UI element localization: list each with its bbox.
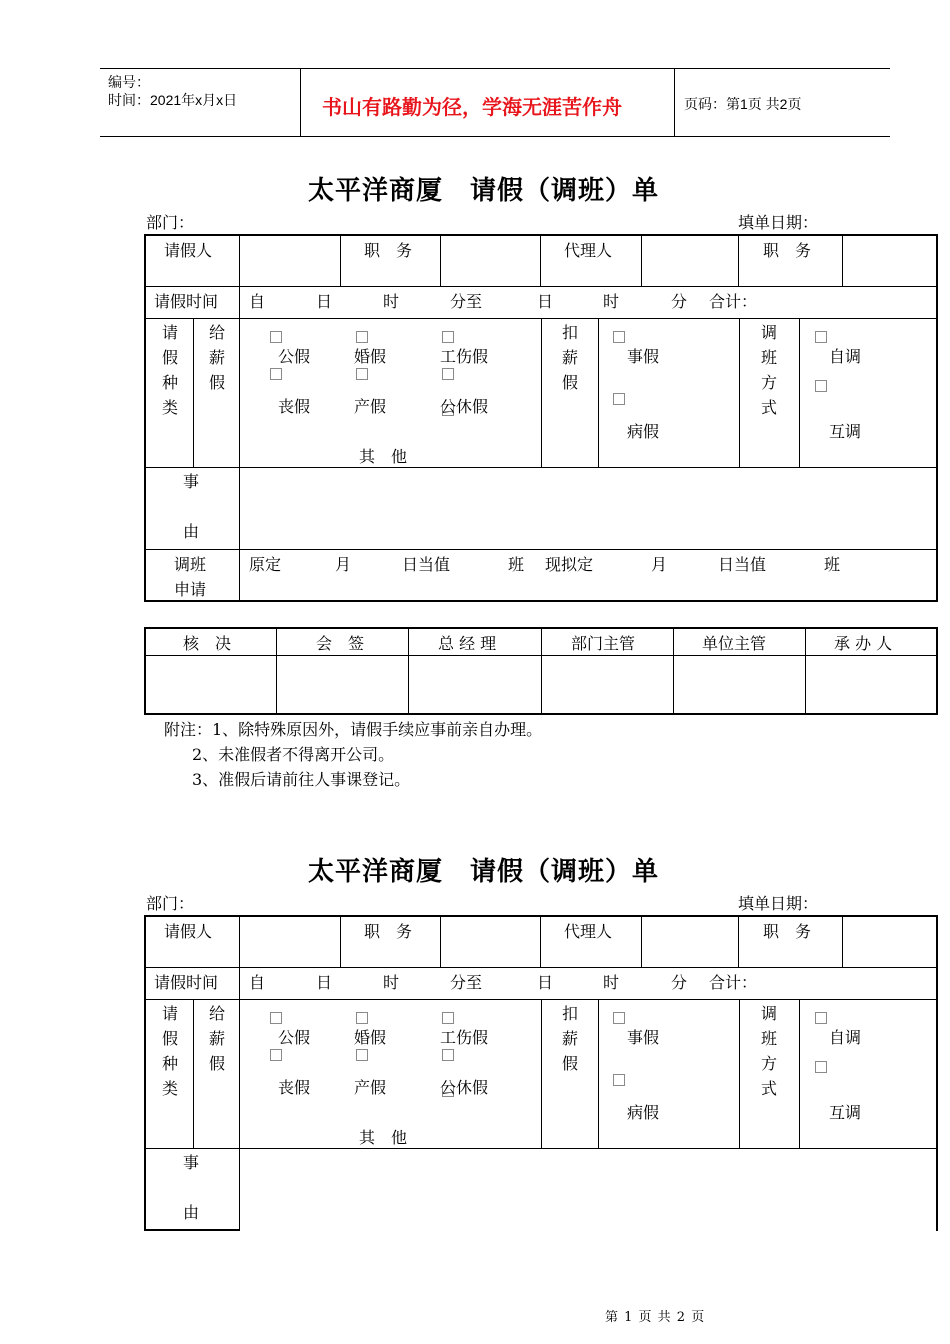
option-label: 互调 (829, 1103, 862, 1122)
approval-header: 总 经 理 (438, 634, 497, 653)
shift-request-part: 日当值 (718, 555, 767, 574)
option-label: 婚假 (354, 347, 387, 366)
motto: 书山有路勤为径，学海无涯苦作舟 (322, 95, 622, 119)
row-rule (146, 1148, 936, 1149)
checkbox-self-shift[interactable] (815, 1012, 827, 1024)
note-line: 3、准假后请前往人事课登记。 (192, 770, 411, 789)
deduct-leave-label: 扣 薪 假 (561, 1004, 578, 1073)
leave-time-part: 时 (603, 973, 620, 992)
leave-time-part: 分 (671, 292, 688, 311)
shift-request-label: 调班 (174, 555, 207, 574)
option-label: 病假 (627, 1103, 660, 1122)
position-label: 职 务 (364, 241, 413, 260)
col-rule (239, 917, 240, 1231)
option-label: 婚假 (354, 1028, 387, 1047)
table-border (936, 915, 938, 1231)
table-border (144, 915, 146, 1231)
option-label: 工伤假 (440, 347, 489, 366)
option-label: 产假 (354, 397, 387, 416)
option-label: 互调 (829, 422, 862, 441)
leave-time-part: 自 (249, 292, 266, 311)
shift-request-part: 月 (651, 555, 668, 574)
checkbox-mutual-shift[interactable] (815, 1061, 827, 1073)
leave-time-part: 日 (537, 292, 554, 311)
col-rule (340, 917, 341, 967)
leave-time-label: 请假时间 (154, 292, 219, 311)
agent-field[interactable] (643, 919, 737, 965)
col-rule (842, 917, 843, 967)
checkbox-sick-leave[interactable] (613, 1074, 625, 1086)
option-label: 丧假 (278, 1078, 311, 1097)
page-footer: 第 1 页 共 2 页 (605, 1310, 706, 1325)
agent-position-field[interactable] (844, 919, 935, 965)
table-border (144, 915, 938, 917)
shift-method-label: 调 班 方 式 (760, 323, 777, 417)
leave-type-label: 请 假 种 类 (161, 1004, 178, 1098)
row-rule (146, 967, 936, 968)
leave-time-part: 分至 (450, 973, 483, 992)
shift-request-label: 申请 (174, 580, 207, 599)
applicant-field[interactable] (241, 919, 339, 965)
agent-position-label: 职 务 (763, 922, 812, 941)
shift-request-part: 班 (508, 555, 525, 574)
checkbox-funeral-leave[interactable] (270, 1049, 282, 1061)
shift-request-part: 现拟定 (545, 555, 594, 574)
leave-time-part: 时 (383, 973, 400, 992)
leave-time-part: 日 (316, 973, 333, 992)
approval-header: 核 决 (183, 634, 232, 653)
reason-field[interactable] (241, 1150, 935, 1228)
checkbox-maternity-leave[interactable] (356, 1049, 368, 1061)
leave-time-part: 时 (603, 292, 620, 311)
other-label: 其 他 (359, 447, 408, 466)
option-label: 病假 (627, 422, 660, 441)
leave-time-part: 日 (537, 973, 554, 992)
shift-request-part: 班 (824, 555, 841, 574)
dept-label: 部门： (146, 894, 195, 913)
option-label: 丧假 (278, 397, 311, 416)
option-label: 公休假 (440, 397, 489, 416)
option-label: 工伤假 (440, 1028, 489, 1047)
option-label: 公假 (278, 347, 311, 366)
leave-type-label: 请 假 种 类 (161, 323, 178, 417)
shift-request-part: 原定 (249, 555, 282, 574)
paid-leave-label: 给 薪 假 (208, 1004, 225, 1073)
col-rule (641, 917, 642, 967)
time-label: 时间：2021年x月x日 (108, 92, 238, 108)
leave-time-part: 合计： (709, 973, 758, 992)
shift-request-part: 日当值 (402, 555, 451, 574)
table-border (144, 1229, 240, 1231)
form-title: 太平洋商厦 请假（调班）单 (308, 176, 660, 206)
col-rule (799, 999, 800, 1148)
option-label: 自调 (829, 347, 862, 366)
agent-label: 代理人 (564, 922, 613, 941)
agent-label: 代理人 (564, 241, 613, 260)
applicant-label: 请假人 (164, 241, 213, 260)
option-label: 事假 (627, 347, 660, 366)
checkbox-marriage-leave[interactable] (356, 1012, 368, 1024)
shift-method-label: 调 班 方 式 (760, 1004, 777, 1098)
leave-time-part: 合计： (709, 292, 758, 311)
checkbox-personal-leave[interactable] (613, 1012, 625, 1024)
deduct-leave-label: 扣 薪 假 (561, 323, 578, 392)
shift-request-part: 月 (335, 555, 352, 574)
fill-date-label: 填单日期： (738, 213, 819, 232)
reason-label: 事 (183, 1153, 200, 1172)
col-rule (541, 999, 542, 1148)
position-field[interactable] (442, 919, 539, 965)
reason-label: 由 (183, 522, 200, 541)
leave-time-part: 分 (671, 973, 688, 992)
col-rule (598, 999, 599, 1148)
position-label: 职 务 (364, 922, 413, 941)
col-rule (193, 999, 194, 1148)
checkbox-public-holiday-leave[interactable] (442, 1049, 454, 1061)
option-label: 事假 (627, 1028, 660, 1047)
checkbox-injury-leave[interactable] (442, 1012, 454, 1024)
page-info: 页码：第1页 共2页 (684, 96, 802, 112)
leave-time-part: 日 (316, 292, 333, 311)
leave-time-part: 时 (383, 292, 400, 311)
option-label: 自调 (829, 1028, 862, 1047)
note-line: 2、未准假者不得离开公司。 (192, 745, 395, 764)
checkbox-public-leave[interactable] (270, 1012, 282, 1024)
leave-time-part: 自 (249, 973, 266, 992)
other-label: 其 他 (359, 1128, 408, 1147)
approval-header: 会 签 (316, 634, 365, 653)
agent-position-label: 职 务 (763, 241, 812, 260)
leave-time-part: 分至 (450, 292, 483, 311)
option-label: 产假 (354, 1078, 387, 1097)
col-rule (739, 999, 740, 1148)
col-rule (440, 917, 441, 967)
approval-header: 单位主管 (702, 634, 767, 653)
reason-label: 由 (183, 1203, 200, 1222)
reason-label: 事 (183, 472, 200, 491)
col-rule (540, 917, 541, 967)
paid-leave-label: 给 薪 假 (208, 323, 225, 392)
fill-date-label: 填单日期： (738, 894, 819, 913)
serial-label: 编号： (108, 74, 150, 90)
approval-header: 承 办 人 (834, 634, 893, 653)
note-line: 附注：1、除特殊原因外，请假手续应事前亲自办理。 (164, 720, 543, 739)
dept-label: 部门： (146, 213, 195, 232)
option-label: 公休假 (440, 1078, 489, 1097)
form-title: 太平洋商厦 请假（调班）单 (308, 857, 660, 887)
col-rule (738, 917, 739, 967)
applicant-label: 请假人 (164, 922, 213, 941)
option-label: 公假 (278, 1028, 311, 1047)
leave-time-label: 请假时间 (154, 973, 219, 992)
approval-header: 部门主管 (571, 634, 636, 653)
